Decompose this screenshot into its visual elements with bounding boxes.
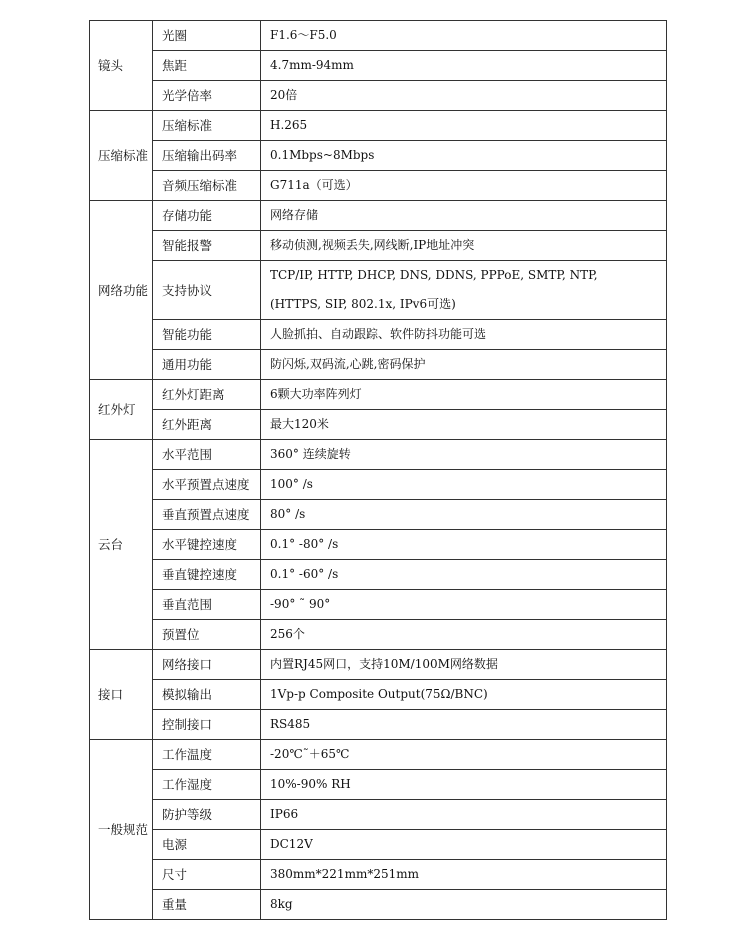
param-value: H.265 (261, 111, 667, 141)
param-value (261, 261, 667, 320)
param-value: 256个 (261, 620, 667, 650)
param-label: 支持协议 (153, 261, 261, 320)
param-value: 100° /s (261, 470, 667, 500)
param-value: 0.1Mbps~8Mbps (261, 141, 667, 171)
category-cell: 一般规范 (90, 740, 153, 920)
table-row (90, 470, 667, 500)
param-value: 4.7mm-94mm (261, 51, 667, 81)
table-row (90, 21, 667, 51)
param-value: 380mm*221mm*251mm (261, 860, 667, 890)
param-label: 工作温度 (153, 740, 261, 770)
param-label: 红外距离 (153, 410, 261, 440)
param-value: 人脸抓拍、自动跟踪、软件防抖功能可选 (261, 320, 667, 350)
param-value: F1.6～F5.0 (261, 21, 667, 51)
table-row (90, 231, 667, 261)
param-value: 网络存储 (261, 201, 667, 231)
param-label: 音频压缩标准 (153, 171, 261, 201)
param-value: -20℃˜＋65℃ (261, 740, 667, 770)
param-value: 20倍 (261, 81, 667, 111)
table-row (90, 380, 667, 410)
table-row (90, 320, 667, 350)
table-row (90, 51, 667, 81)
param-value: IP66 (261, 800, 667, 830)
table-row (90, 81, 667, 111)
param-label: 红外灯距离 (153, 380, 261, 410)
table-row (90, 710, 667, 740)
table-row (90, 500, 667, 530)
param-label: 网络接口 (153, 650, 261, 680)
table-row (90, 410, 667, 440)
category-cell: 网络功能 (90, 201, 153, 380)
table-row (90, 800, 667, 830)
table-row (90, 680, 667, 710)
param-label: 光学倍率 (153, 81, 261, 111)
param-value: 移动侦测,视频丢失,网线断,IP地址冲突 (261, 231, 667, 261)
param-label: 水平预置点速度 (153, 470, 261, 500)
param-value: DC12V (261, 830, 667, 860)
table-row (90, 111, 667, 141)
param-value: 最大120米 (261, 410, 667, 440)
param-label: 水平键控速度 (153, 530, 261, 560)
param-label: 智能功能 (153, 320, 261, 350)
param-label: 压缩标准 (153, 111, 261, 141)
protocol-line-1: TCP/IP, HTTP, DHCP, DNS, DDNS, PPPoE, SMTP, NTP, (270, 268, 598, 282)
param-label: 重量 (153, 890, 261, 920)
table-row (90, 620, 667, 650)
param-label: 防护等级 (153, 800, 261, 830)
param-value: 80° /s (261, 500, 667, 530)
table-row (90, 890, 667, 920)
param-label: 焦距 (153, 51, 261, 81)
param-value: RS485 (261, 710, 667, 740)
param-label: 光圈 (153, 21, 261, 51)
param-value: 360° 连续旋转 (261, 440, 667, 470)
param-value: 防闪烁,双码流,心跳,密码保护 (261, 350, 667, 380)
spec-table (89, 20, 667, 920)
table-row (90, 141, 667, 171)
param-label: 工作湿度 (153, 770, 261, 800)
param-value: 0.1° -60° /s (261, 560, 667, 590)
param-value: G711a（可选） (261, 171, 667, 201)
category-cell: 镜头 (90, 21, 153, 111)
category-cell: 红外灯 (90, 380, 153, 440)
param-label: 电源 (153, 830, 261, 860)
table-row (90, 350, 667, 380)
table-row (90, 650, 667, 680)
param-value: 8kg (261, 890, 667, 920)
param-value: -90° ˜ 90° (261, 590, 667, 620)
param-label: 通用功能 (153, 350, 261, 380)
table-row (90, 830, 667, 860)
param-value: 1Vp-p Composite Output(75Ω/BNC) (261, 680, 667, 710)
category-cell: 压缩标准 (90, 111, 153, 201)
param-label: 预置位 (153, 620, 261, 650)
param-label: 控制接口 (153, 710, 261, 740)
table-row (90, 590, 667, 620)
param-value: 内置RJ45网口，支持10M/100M网络数据 (261, 650, 667, 680)
table-row (90, 171, 667, 201)
table-row (90, 530, 667, 560)
table-row (90, 560, 667, 590)
table-row (90, 860, 667, 890)
param-value: 10%-90% RH (261, 770, 667, 800)
param-label: 存储功能 (153, 201, 261, 231)
table-row (90, 261, 667, 320)
param-label: 智能报警 (153, 231, 261, 261)
param-label: 垂直范围 (153, 590, 261, 620)
param-label: 水平范围 (153, 440, 261, 470)
param-label: 垂直键控速度 (153, 560, 261, 590)
param-value: 0.1° -80° /s (261, 530, 667, 560)
param-label: 模拟输出 (153, 680, 261, 710)
category-cell: 接口 (90, 650, 153, 740)
table-row (90, 770, 667, 800)
param-label: 压缩输出码率 (153, 141, 261, 171)
category-cell: 云台 (90, 440, 153, 650)
protocol-line-2: (HTTPS, SIP, 802.1x, IPv6可选) (270, 297, 456, 311)
param-value: 6颗大功率阵列灯 (261, 380, 667, 410)
table-row (90, 740, 667, 770)
param-label: 垂直预置点速度 (153, 500, 261, 530)
table-row (90, 201, 667, 231)
param-label: 尺寸 (153, 860, 261, 890)
table-row (90, 440, 667, 470)
